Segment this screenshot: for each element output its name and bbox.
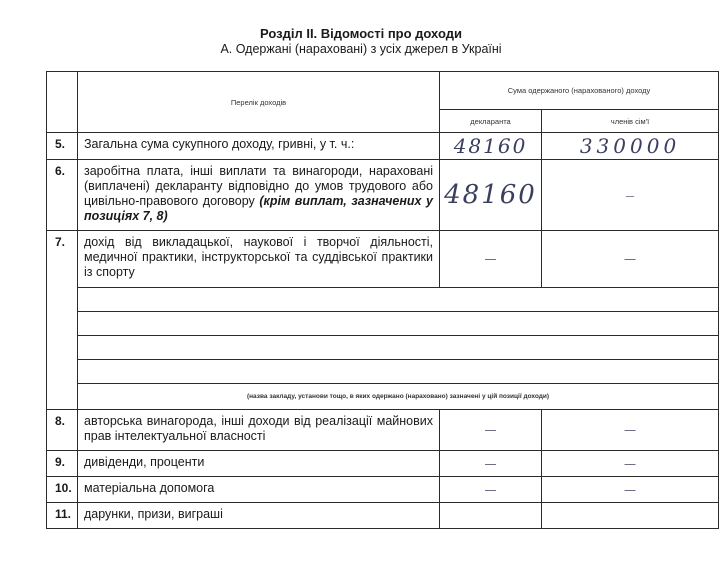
section-subtitle: А. Одержані (нараховані) з усіх джерел в Україні [220, 42, 502, 56]
table-row [47, 231, 719, 288]
blank-line [47, 336, 719, 360]
declarant-value: 48160 [440, 133, 542, 160]
row-description: заробітна плата, інші виплати та винагороди, нараховані (виплачені) декларанту відповідно до умов трудового або цивільно-правового договору (крім виплат, зазначених у позиціях 7, 8) [78, 160, 440, 231]
table-row [47, 133, 719, 160]
table-row [47, 160, 719, 231]
table-row [47, 451, 719, 477]
family-value: — [542, 231, 719, 288]
header-sum-cell: Сума одержаного (нарахованого) доходу [440, 72, 719, 110]
family-value: — [542, 451, 719, 477]
income-table [46, 71, 718, 529]
blank-line-cell [78, 288, 719, 312]
row-description: дарунки, призи, виграші [78, 503, 440, 529]
blank-line-cell [78, 336, 719, 360]
declarant-value: — [440, 451, 542, 477]
declarant-value [440, 503, 542, 529]
institution-note: (назва закладу, установи тощо, в яких одержано (нараховано) зазначені у цій позиції доходи) [78, 384, 719, 410]
declarant-value: — [440, 410, 542, 451]
header-list-cell: Перелік доходів [78, 72, 440, 133]
table-row [47, 503, 719, 529]
row-description: матеріальна допомога [78, 477, 440, 503]
family-value: — [542, 410, 719, 451]
family-value: 330000 [542, 133, 719, 160]
row-description: Загальна сума сукупного доходу, гривні, у т. ч.: [78, 133, 440, 160]
blank-line-cell [78, 360, 719, 384]
note-line [47, 384, 719, 410]
row-description-note: (крім виплат, зазначених у позиціях 7, 8) [84, 194, 434, 223]
row-number: 8. [47, 410, 78, 451]
row-number: 10. [47, 477, 78, 503]
header-declarant-cell: декларанта [440, 110, 542, 133]
blank-line [47, 360, 719, 384]
blank-line [47, 288, 719, 312]
row-number: 6. [47, 160, 78, 231]
family-value: — [542, 477, 719, 503]
declarant-value: 48160 [440, 160, 542, 231]
blank-line [47, 312, 719, 336]
row-number: 11. [47, 503, 78, 529]
row-number: 7. [47, 231, 78, 410]
table-row [47, 410, 719, 451]
family-value: — [542, 160, 719, 231]
declarant-value: — [440, 231, 542, 288]
row-description: дохід від викладацької, наукової і творчої діяльності, медичної практики, інструкторської та суддівської практики із спорту [78, 231, 440, 288]
blank-line-cell [78, 312, 719, 336]
header-family-cell: членів сім'ї [542, 110, 719, 133]
header-num-cell [47, 72, 78, 133]
table-row [47, 477, 719, 503]
row-number: 5. [47, 133, 78, 160]
section-heading [0, 26, 722, 57]
declarant-value: — [440, 477, 542, 503]
family-value [542, 503, 719, 529]
row-description: авторська винагорода, інші доходи від реалізації майнових прав інтелектуальної власності [78, 410, 440, 451]
row-number: 9. [47, 451, 78, 477]
section-title: Розділ ІІ. Відомості про доходи [260, 26, 462, 41]
row-description: дивіденди, проценти [78, 451, 440, 477]
